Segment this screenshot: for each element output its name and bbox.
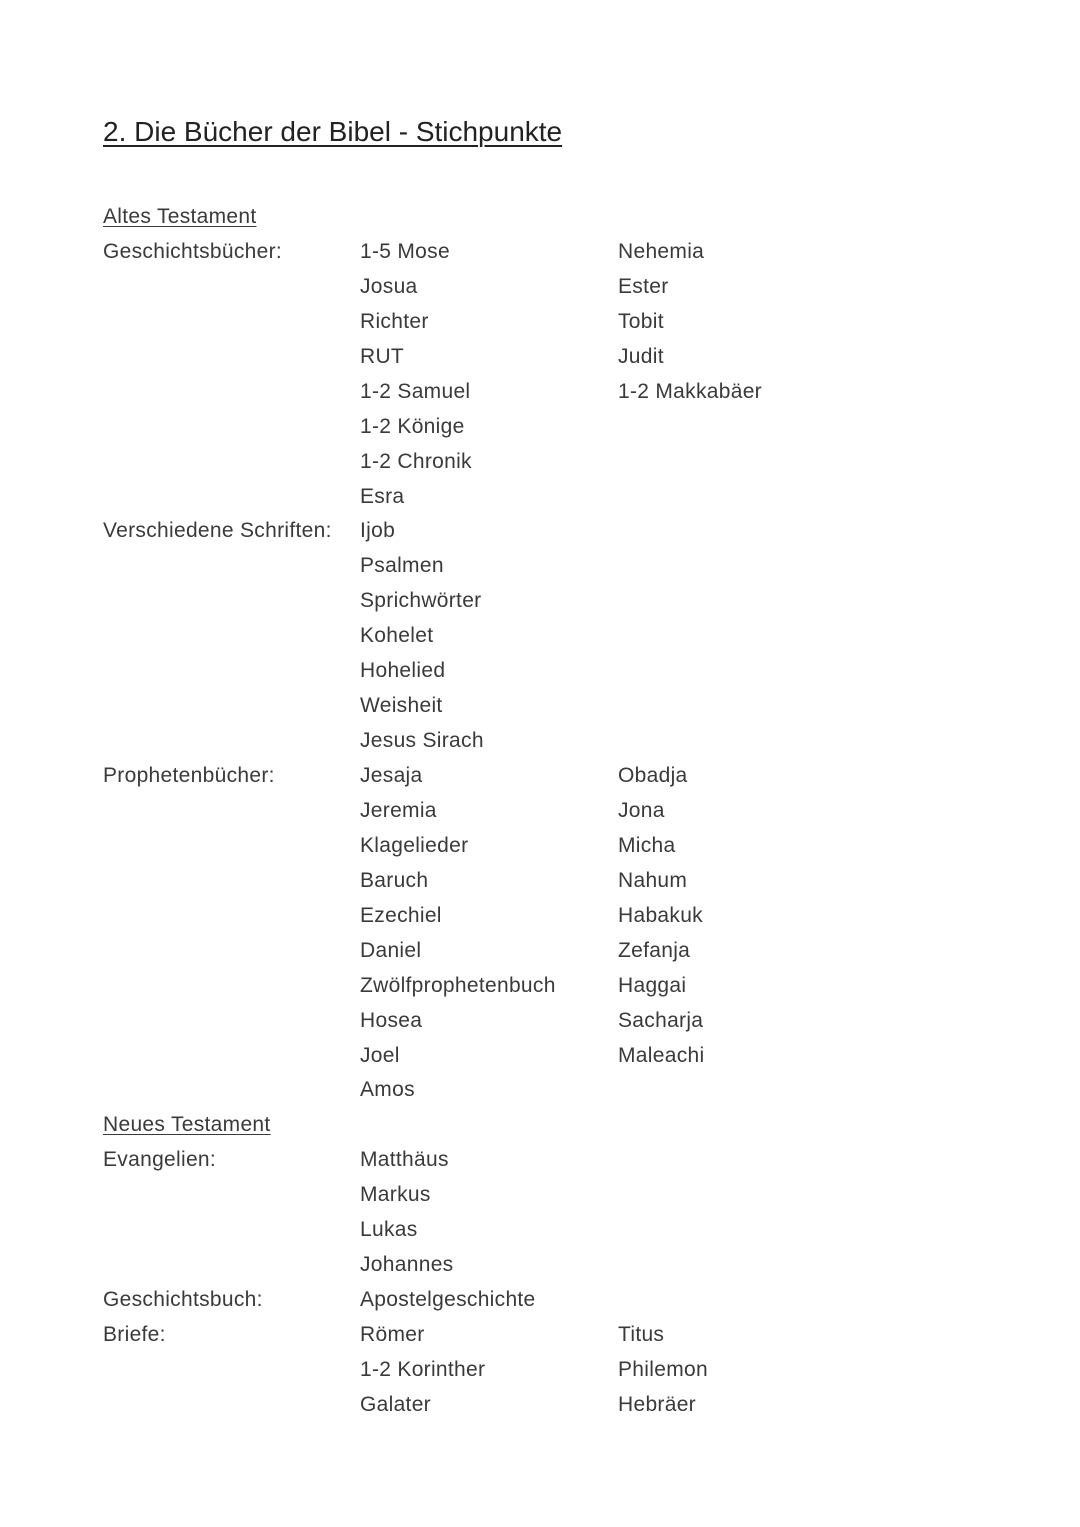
book-name: 1-5 Mose [360, 239, 450, 263]
section-heading: Altes Testament [103, 205, 257, 228]
category-label: Verschiedene Schriften: [103, 519, 332, 543]
book-row [0, 410, 1080, 445]
book-row [0, 689, 1080, 724]
book-name: Johannes [360, 1253, 454, 1277]
book-name: Hebräer [618, 1392, 696, 1416]
section-heading-row [0, 200, 1080, 235]
book-row [0, 654, 1080, 689]
book-name: Josua [360, 274, 418, 298]
book-name: Maleachi [618, 1043, 705, 1067]
book-row [0, 235, 1080, 270]
book-name: Zwölfprophetenbuch [360, 973, 556, 997]
book-row [0, 1283, 1080, 1318]
book-row [0, 1318, 1080, 1353]
book-row [0, 1178, 1080, 1213]
book-row [0, 445, 1080, 480]
book-name: Ezechiel [360, 903, 442, 927]
book-name: 1-2 Korinther [360, 1357, 486, 1381]
book-name: Hohelied [360, 659, 446, 683]
book-name: Baruch [360, 868, 429, 892]
category-label: Geschichtsbücher: [103, 239, 283, 263]
book-name: Micha [618, 833, 676, 857]
book-name: Jona [618, 798, 665, 822]
book-name: Zefanja [618, 938, 691, 962]
book-name: Römer [360, 1323, 425, 1346]
book-row [0, 305, 1080, 340]
book-row [0, 934, 1080, 969]
book-row [0, 1039, 1080, 1074]
book-name: 1-2 Chronik [360, 449, 472, 473]
book-name: Amos [360, 1078, 415, 1102]
page-title: 2. Die Bücher der Bibel - Stichpunkte [103, 116, 563, 147]
book-name: Joel [360, 1043, 400, 1067]
book-name: Sacharja [618, 1008, 704, 1032]
book-name: Judit [618, 344, 664, 368]
section-heading: Neues Testament [103, 1113, 271, 1137]
book-row [0, 480, 1080, 515]
book-name: Nehemia [618, 239, 705, 263]
book-name: Matthäus [360, 1148, 449, 1172]
category-label: Briefe: [103, 1323, 166, 1346]
book-name: Tobit [618, 309, 664, 333]
book-row [0, 340, 1080, 375]
book-name: Nahum [618, 868, 688, 892]
book-row [0, 899, 1080, 934]
book-name: Jesaja [360, 764, 423, 787]
book-row [0, 270, 1080, 305]
book-name: Richter [360, 309, 429, 333]
book-name: Titus [618, 1323, 665, 1346]
book-name: Obadja [618, 764, 688, 787]
book-name: Lukas [360, 1218, 418, 1242]
book-row [0, 794, 1080, 829]
book-row [0, 549, 1080, 584]
book-row [0, 1143, 1080, 1178]
book-row [0, 724, 1080, 759]
book-row [0, 1073, 1080, 1108]
book-name: Habakuk [618, 903, 703, 927]
book-name: Markus [360, 1183, 431, 1207]
book-name: Klagelieder [360, 833, 469, 857]
category-label: Prophetenbücher: [103, 764, 275, 787]
book-row [0, 969, 1080, 1004]
book-name: 1-2 Samuel [360, 379, 471, 403]
book-name: Haggai [618, 973, 687, 997]
category-label: Geschichtsbuch: [103, 1288, 263, 1312]
book-name: Apostelgeschichte [360, 1288, 536, 1312]
book-name: Hosea [360, 1008, 423, 1032]
book-row [0, 514, 1080, 549]
book-name: Psalmen [360, 554, 444, 578]
book-name: 1-2 Könige [360, 414, 465, 438]
book-row [0, 829, 1080, 864]
book-name: Ester [618, 274, 669, 298]
book-name: Sprichwörter [360, 589, 482, 613]
book-name: Daniel [360, 938, 422, 962]
book-name: Galater [360, 1392, 431, 1416]
book-row [0, 1213, 1080, 1248]
category-label: Evangelien: [103, 1148, 217, 1172]
book-row [0, 759, 1080, 794]
book-list [0, 200, 1080, 1423]
book-row [0, 1388, 1080, 1423]
book-name: Jeremia [360, 798, 437, 822]
book-row [0, 1353, 1080, 1388]
book-name: Jesus Sirach [360, 729, 484, 753]
section-heading-row [0, 1108, 1080, 1143]
book-row [0, 864, 1080, 899]
book-name: Esra [360, 484, 405, 508]
book-row [0, 1248, 1080, 1283]
book-row [0, 375, 1080, 410]
book-name: 1-2 Makkabäer [618, 379, 762, 403]
book-name: RUT [360, 344, 405, 368]
book-name: Kohelet [360, 624, 434, 648]
book-name: Philemon [618, 1357, 708, 1381]
book-name: Ijob [360, 519, 396, 543]
book-row [0, 619, 1080, 654]
book-row [0, 584, 1080, 619]
book-name: Weisheit [360, 694, 443, 718]
book-row [0, 1004, 1080, 1039]
